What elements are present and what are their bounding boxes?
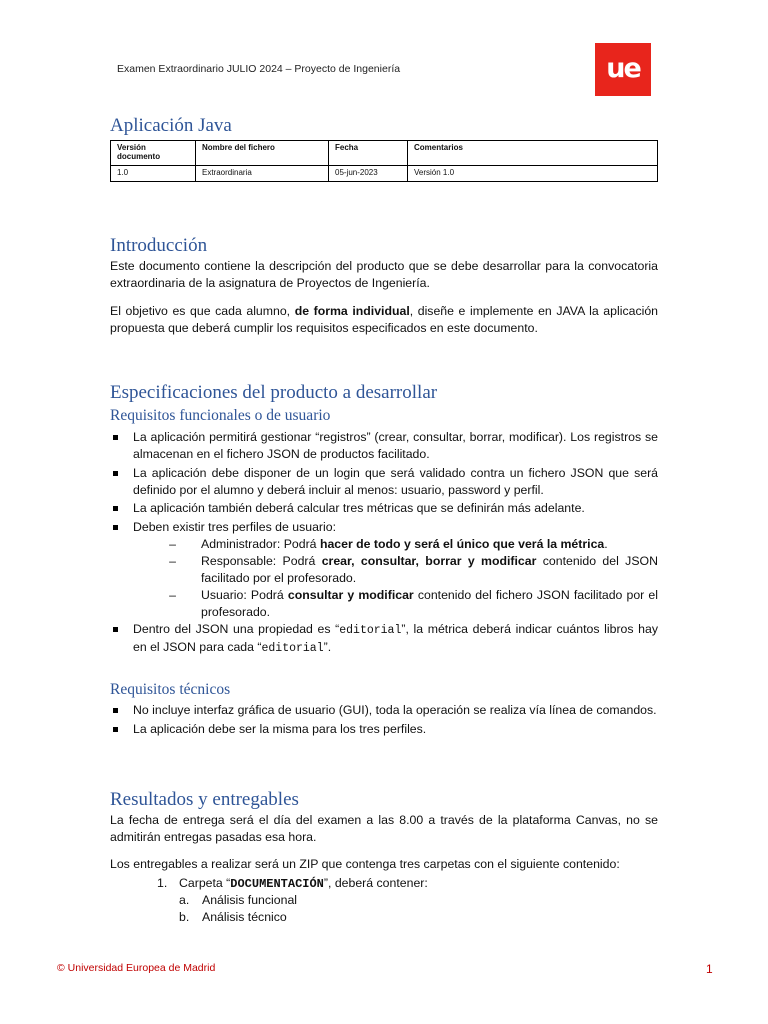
page-number: 1 [706,962,713,976]
list-item: b. Análisis técnico [179,910,287,924]
technical-req-list [110,702,658,739]
list-item: La aplicación también deberá calcular tres métricas que se definirán más adelante. [110,500,658,517]
intro-heading: Introducción [110,235,208,256]
version-table-header-row [111,141,658,166]
results-paragraph-1: La fecha de entrega será el día del examen a las 8.00 a través de la plataforma Canvas, no se admitirán entregas pasadas esa hora. [110,813,658,844]
version-table [110,140,658,182]
app-title-heading: Aplicación Java [110,115,232,136]
table-row [111,166,658,182]
comments-cell: Versión 1.0 [408,166,658,182]
deliverables-list [110,875,428,926]
filename-cell: Extraordinaria [196,166,329,182]
functional-req-heading: Requisitos funcionales o de usuario [110,407,331,424]
page-header-title: Examen Extraordinario JULIO 2024 – Proyecto de Ingeniería [117,63,401,75]
ue-logo: ue [595,43,651,96]
list-item: La aplicación permitirá gestionar “registros” (crear, consultar, borrar, modificar). Los registros se almacenan en el fichero JSON de productos facilitado. [110,429,658,463]
list-item: – Responsable: Podrá crear, consultar, borrar y modificar contenido del JSON facilitado por el profesorado. [156,553,658,587]
list-item: No incluye interfaz gráfica de usuario (GUI), toda la operación se realiza vía línea de comandos. [110,702,658,719]
list-item: a. Análisis funcional [179,893,298,907]
intro-paragraph-1: Este documento contiene la descripción del producto que se debe desarrollar para la convocatoria extraordinaria de la asignatura de Proyectos de Ingeniería. [110,259,658,290]
date-header-cell: Fecha [329,141,408,166]
list-item: Deben existir tres perfiles de usuario: – Administrador: Podrá hacer de todo y será el único que verá la métrica. – Responsable: Podrá crear, consultar, borrar y modificar contenido del JSON facilitado por el profesorado. – Usuario: Podrá consultar y modificar contenido del fichero JSON facilitado por el profesorado. [110,519,658,621]
list-item: – Usuario: Podrá consultar y modificar contenido del fichero JSON facilitado por el profesorado. [156,587,658,621]
list-item: 1. Carpeta “DOCUMENTACIÓN”, deberá contener: [157,876,428,891]
list-item: La aplicación debe disponer de un login que será validado contra un fichero JSON que será definido por el alumno y deberá incluir al menos: usuario, password y perfil. [110,465,658,499]
profile-list [133,536,658,621]
filename-header-cell: Nombre del fichero [196,141,329,166]
specs-heading: Especificaciones del producto a desarrollar [110,382,438,403]
footer-copyright: © Universidad Europea de Madrid [57,962,216,974]
list-item: – Administrador: Podrá hacer de todo y será el único que verá la métrica. [156,536,658,553]
date-cell: 05-jun-2023 [329,166,408,182]
version-header-cell: Versión documento [111,141,196,166]
results-paragraph-2: Los entregables a realizar será un ZIP que contenga tres carpetas con el siguiente contenido: [110,857,620,871]
version-cell: 1.0 [111,166,196,182]
list-item: La aplicación debe ser la misma para los tres perfiles. [110,721,658,738]
list-item: Dentro del JSON una propiedad es “editorial”, la métrica deberá indicar cuántos libros hay en el JSON para cada “editorial”. [110,621,658,657]
results-heading: Resultados y entregables [110,789,299,810]
technical-req-heading: Requisitos técnicos [110,681,231,698]
comments-header-cell: Comentarios [408,141,658,166]
intro-paragraph-2: El objetivo es que cada alumno, de forma individual, diseñe e implemente en JAVA la aplicación propuesta que deberá cumplir los requisitos especificados en este documento. [110,304,658,335]
functional-req-list [110,429,658,658]
